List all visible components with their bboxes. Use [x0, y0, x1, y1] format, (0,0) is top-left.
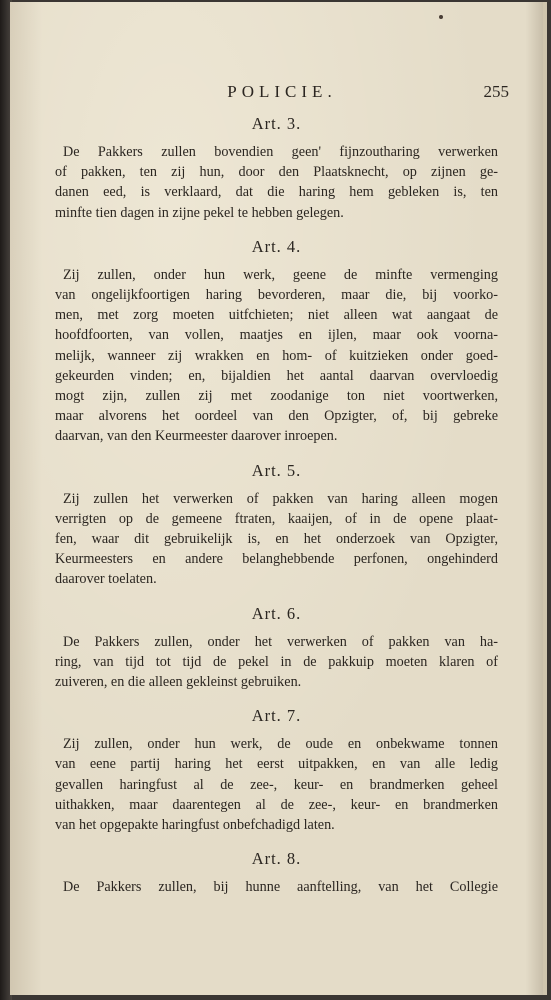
article-heading: Art. 6. — [251, 603, 302, 623]
text-line: mogt zijn, zullen zij met zoodanige ton niet voortwerken, — [55, 388, 498, 405]
article-paragraph — [55, 142, 498, 223]
text-line: De Pakkers zullen, bij hunne aanftelling, van het Collegie — [63, 879, 498, 896]
ink-spot — [439, 15, 443, 19]
article-paragraph — [55, 632, 498, 693]
article-heading: Art. 7. — [251, 706, 302, 726]
text-line: fen, waar dit gebruikelijk is, en het onderzoek van Opzigter, — [55, 531, 498, 548]
article-heading: Art. 4. — [251, 236, 302, 256]
text-line: van het opgepakte haringfust onbefchadigd laten. — [55, 817, 335, 834]
text-line: zuiveren, en die alleen gekleinst gebruiken. — [55, 674, 302, 691]
text-line: Zij zullen, onder hun werk, de oude en onbekwame tonnen — [63, 736, 498, 753]
article-6 — [55, 604, 498, 693]
running-head: POLICIE. — [227, 82, 337, 101]
article-paragraph — [55, 489, 498, 590]
text-line: daarvan, van den Keurmeester daarover inroepen. — [55, 428, 338, 445]
book-page — [10, 2, 547, 995]
text-line: gekeurden vinden; en, bijaldien het aantal daarvan overvloedig — [55, 367, 498, 384]
page-number: 255 — [483, 82, 509, 101]
text-line: van ongelijkfoortigen haring bevorderen, maar die, bij voorko- — [55, 287, 498, 304]
text-line: Keurmeesters en andere belanghebbende perfonen, ongehinderd — [55, 551, 498, 568]
page-header — [55, 82, 509, 104]
text-line: gevallen haringfust al de zee-, keur- en brandmerken geheel — [55, 776, 498, 793]
article-4 — [55, 237, 498, 447]
page-edge — [543, 2, 547, 995]
text-line: men, met zorg moeten uitfchieten; niet alleen wat aangaat de — [55, 307, 498, 324]
article-8 — [55, 849, 498, 897]
article-heading: Art. 5. — [251, 460, 302, 480]
article-paragraph — [55, 265, 498, 447]
text-line: maar alvorens het oordeel van den Opzigter, of, bij gebreke — [55, 408, 498, 425]
text-line: Zij zullen, onder hun werk, geene de minfte vermenging — [63, 266, 498, 283]
text-line: hoofdfoorten, van vollen, maatjes en ijlen, maar ook voorna- — [55, 327, 498, 344]
article-5 — [55, 461, 498, 590]
article-7 — [55, 706, 498, 835]
text-line: De Pakkers zullen bovendien geen' fijnzoutharing verwerken — [63, 144, 498, 160]
page-body — [55, 114, 498, 911]
text-line: danen eed, is verklaard, dat die haring hem gebleken is, ten — [55, 184, 498, 201]
article-heading: Art. 3. — [251, 114, 302, 133]
text-line: van eene partij haring het eerst uitpakken, en van alle ledig — [55, 756, 498, 773]
text-line: De Pakkers zullen, onder het verwerken of pakken van ha- — [63, 633, 498, 650]
article-3 — [55, 114, 498, 223]
article-heading: Art. 8. — [251, 849, 302, 869]
article-paragraph — [55, 734, 498, 835]
text-line: minfte tien dagen in zijne pekel te hebben gelegen. — [55, 204, 344, 221]
article-paragraph — [55, 877, 498, 897]
text-line: verrigten op de gemeene ftraten, kaaijen, of in de opene plaat- — [55, 510, 498, 527]
text-line: of pakken, ten zij hun, door den Plaatsknecht, op zijnen ge- — [55, 164, 498, 181]
text-line: ring, van tijd tot tijd de pekel in de pakkuip moeten klaren of — [55, 653, 498, 670]
text-line: melijk, wanneer zij wrakken en hom- of kuitzieken onder goed- — [55, 347, 498, 364]
text-line: Zij zullen het verwerken of pakken van haring alleen mogen — [63, 490, 498, 507]
text-line: daarover toelaten. — [55, 571, 157, 588]
text-line: uithakken, maar daarentegen al de zee-, keur- en brandmerken — [55, 796, 498, 813]
